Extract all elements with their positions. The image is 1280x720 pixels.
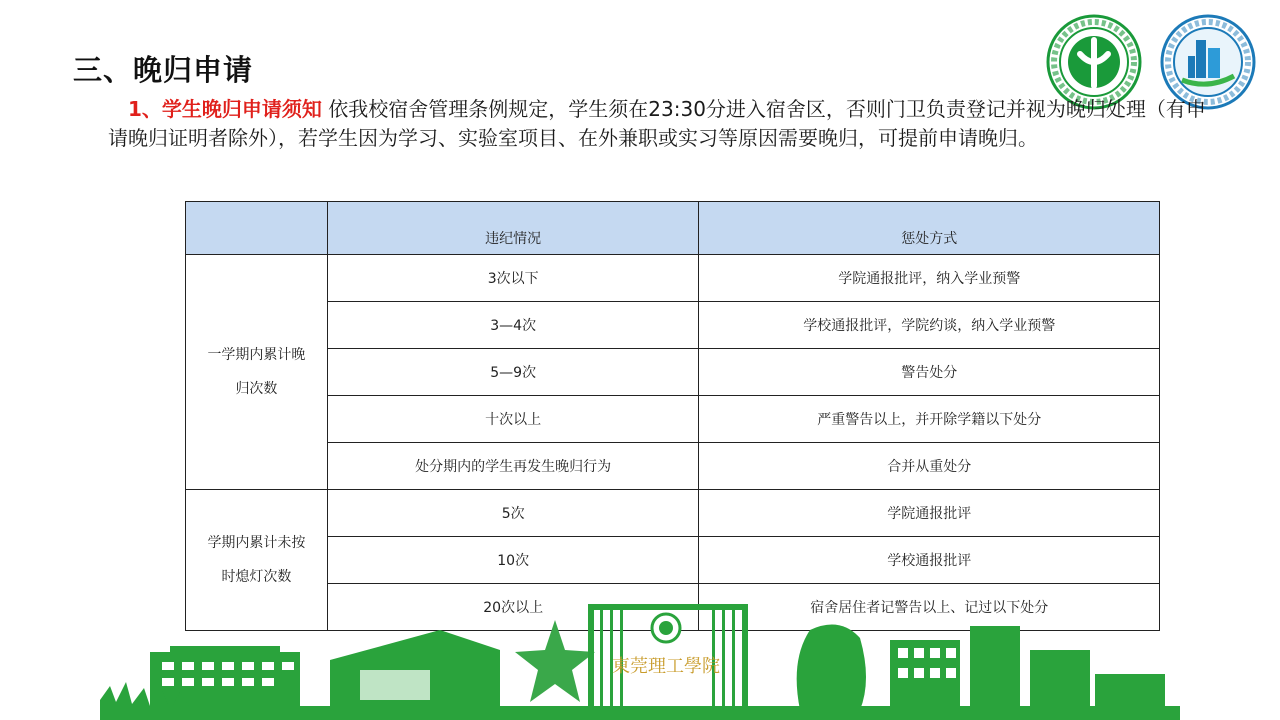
situation-cell: 3—4次 [327,302,699,349]
situation-cell: 10次 [327,537,699,584]
situation-cell: 20次以上 [327,584,699,631]
header-penalty: 惩处方式 [699,202,1160,255]
intro-body: 依我校宿舍管理条例规定，学生须在23:30分进入宿舍区，否则门卫负责登记并视为晚归处理（有申请晚归证明者除外），若学生因为学习、实验室项目、在外兼职或实习等原因需要晚归，可提前申请晚归。 [108,97,1206,150]
penalty-cell: 学院通报批评 [699,490,1160,537]
penalty-cell: 合并从重处分 [699,443,1160,490]
situation-cell: 十次以上 [327,396,699,443]
table-row [186,490,1160,537]
situation-cell: 3次以下 [327,255,699,302]
table-row [186,255,1160,302]
discipline-table [185,201,1160,631]
group-label-line: 学期内累计未按 [207,535,306,551]
campus-skyline-illustration-icon [100,590,1180,720]
situation-cell: 5次 [327,490,699,537]
penalty-cell: 学校通报批评 [699,537,1160,584]
intro-lead: 1、学生晚归申请须知 [128,97,322,121]
penalty-cell: 严重警告以上，并开除学籍以下处分 [699,396,1160,443]
table-row [186,537,1160,584]
penalty-cell: 学院通报批评，纳入学业预警 [699,255,1160,302]
header-category [186,202,328,255]
header-situation: 违纪情况 [327,202,699,255]
situation-cell: 处分期内的学生再发生晚归行为 [327,443,699,490]
penalty-cell: 学校通报批评，学院约谈，纳入学业预警 [699,302,1160,349]
table-header-row [186,202,1160,255]
penalty-cell: 宿舍居住者记警告以上、记过以下处分 [699,584,1160,631]
group-label-line: 时熄灯次数 [221,569,292,585]
group-label-late-return [186,255,328,490]
group-label-line: 一学期内累计晚 [207,347,306,363]
table-row [186,443,1160,490]
penalty-cell: 警告处分 [699,349,1160,396]
intro-paragraph [108,95,1218,153]
table-row [186,302,1160,349]
slide-title: 三、晚归申请 [73,53,254,87]
gate-text: 東莞理工學院 [612,656,720,677]
group-label-line: 归次数 [235,381,278,397]
table-row [186,396,1160,443]
table-row [186,349,1160,396]
situation-cell: 5—9次 [327,349,699,396]
